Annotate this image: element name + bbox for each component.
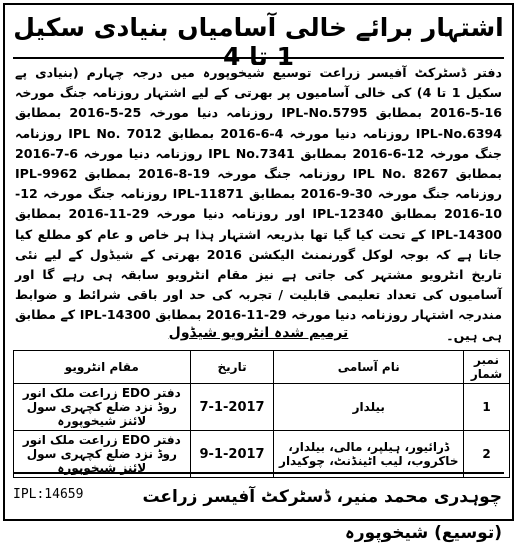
table-header-row xyxy=(14,351,510,384)
interview-schedule-table xyxy=(13,350,510,478)
signature-line: چوہدری محمد منیر، ڈسٹرکٹ آفیسر زراعت (توسیع) شیخوپورہ xyxy=(142,487,502,543)
row-venue: دفتر EDO زراعت ملک انور روڈ نزد ضلع کچہری سول لائنز شیخوپورہ xyxy=(14,431,191,478)
advertisement-title xyxy=(5,13,512,71)
title-divider xyxy=(13,57,504,59)
ipl-number: IPL:14659 xyxy=(13,487,84,502)
advertisement-frame xyxy=(3,3,514,543)
row-serial: 1 xyxy=(464,384,510,431)
advertisement-body: دفتر ڈسٹرکٹ آفیسر زراعت توسیع شیخوپورہ میں درجہ چہارم (بنیادی پے سکیل 1 تا 4) کی خالی آسامیوں پر بھرتی کے لیے اشتہار روزنامہ جنگ مورخہ 16-5-2016 بمطابق IPL-No.5795 روزنامہ دنیا مورخہ 25-5-2016 بمطابق IPL-No.6394 روزنامہ دنیا مورخہ 4-6-2016 بمطابق IPL No. 7012 روزنامہ جنگ مورخہ 12-6-2016 بمطابق IPL No.7341 روزنامہ دنیا مورخہ 6-7-2016 بمطابق IPL No. 8267 روزنامہ جنگ مورخہ 19-8-2016 بمطابق IPL-9962 روزنامہ جنگ مورخہ 30-9-2016 بمطابق IPL-11871 روزنامہ جنگ مورخہ 12-10-2016 بمطابق IPL-12340 اور روزنامہ دنیا مورخہ 29-11-2016 بمطابق IPL-14300 کے تحت کیا گیا تھا بذریعہ اشتہار ہذا ہر خاص و عام کو مطلع کیا جاتا ہے کہ بوجہ لوکل گورنمنٹ الیکشن 2016 بھرتی کے شیڈول کے لیے نئی تاریخ انٹرویو مشتہر کی جاتی ہے نیز مقام انٹرویو سابقہ ہی رہے گا اور آسامیوں کی تعداد تعلیمی قابلیت / تجربہ کی حد اور باقی شرائط و ضوابط مندرجہ اشتہار روزنامہ دنیا مورخہ 29-11-2016 بمطابق IPL-14300 کے مطابق ہی ہیں۔ xyxy=(15,65,503,343)
schedule-heading: ترمیم شدہ انٹرویو شیڈول xyxy=(168,325,349,341)
header-venue: مقام انٹرویو xyxy=(14,351,191,384)
header-post: نام آسامی xyxy=(274,351,464,384)
title-text: اشتہار برائے خالی آسامیاں بنیادی سکیل 1 تا 4 xyxy=(13,13,504,71)
table-row xyxy=(14,384,510,431)
header-date: تاریخ xyxy=(190,351,274,384)
header-serial: نمبر شمار xyxy=(464,351,510,384)
row-post: ڈرائیور، ہیلپر، مالی، بیلدار، خاکروب، لیب اٹینڈنٹ، چوکیدار xyxy=(274,431,464,478)
row-serial: 2 xyxy=(464,431,510,478)
footer-divider xyxy=(13,472,504,474)
row-date: 9-1-2017 xyxy=(190,431,274,478)
row-date: 7-1-2017 xyxy=(190,384,274,431)
row-venue: دفتر EDO زراعت ملک انور روڈ نزد ضلع کچہری سول لائنز شیخوپورہ xyxy=(14,384,191,431)
table-row xyxy=(14,431,510,478)
row-post: بیلدار xyxy=(274,384,464,431)
